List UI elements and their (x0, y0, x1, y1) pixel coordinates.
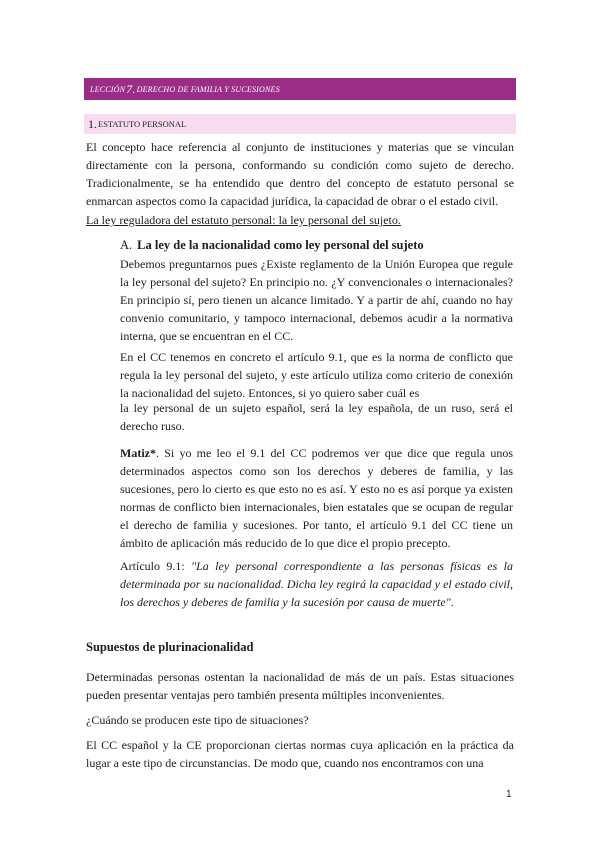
paragraph-3-bold: Matiz* (120, 446, 156, 460)
section-title: ESTATUTO PERSONAL (98, 119, 187, 129)
subsection-title: La ley de la nacionalidad como ley personal del sujeto (137, 238, 424, 252)
article-quote: "La ley personal correspondiente a las personas físicas es la determinada por su nacionalidad. Dicha ley regirá la capacidad y el estado civil, los derechos y deberes de familia y la sucesión por causa de muerte" (120, 559, 514, 609)
underlined-heading: La ley reguladora del estatuto personal: la ley personal del sujeto. (86, 213, 401, 227)
paragraph-2a: En el CC tenemos en concreto el artículo 9.1, que es la norma de conflicto que regula la ley personal del sujeto, y este artículo utiliza como criterio de conexión la nacionalidad del sujeto. Entonces, si yo quiero saber cuál es (120, 350, 513, 400)
section2-paragraph-3: El CC español y la CE proporcionan ciertas normas cuya aplicación en la práctica da lugar a este tipo de circunstancias. De modo que, cuando nos encontramos con una (86, 738, 514, 770)
paragraph-2b: la ley personal de un sujeto español, será la ley española, de un ruso, será el derecho ruso. (120, 401, 513, 433)
section-number: 1. (88, 116, 97, 131)
section2-paragraph-2: ¿Cuándo se producen este tipo de situaciones? (86, 713, 309, 727)
section-header-bar (84, 114, 516, 134)
paragraph-3-text: . Si yo me leo el 9.1 del CC podremos ver que dice que regula unos determinados aspectos como son los derechos y deberes de familia, y las sucesiones, pero lo cierto es que esto no es así. Y esto no es así porque ya existen normas de conflicto bien internacionales, bien estatales que se ocupan de regular el derecho de familia y sucesiones. Por tanto, el artículo 9.1 del CC tiene un ámbito de aplicación más reducido de lo que dice el propio precepto. (120, 446, 513, 550)
paragraph-4 (120, 557, 513, 611)
intro-paragraph: El concepto hace referencia al conjunto de instituciones y materias que se vinculan directamente con la persona, conformando su condición como sujeto de derecho. Tradicionalmente, se ha entendido que dentro del concepto de estatuto personal se enmarcan aspectos como la capacidad jurídica, la capacidad de obrar o el estado civil. (86, 140, 514, 208)
lesson-prefix: LECCIÓN (90, 84, 126, 94)
page-number: 1 (506, 789, 512, 800)
article-suffix: . (450, 595, 454, 609)
lesson-header-bar (84, 78, 516, 100)
lesson-title: DERECHO DE FAMILIA Y SUCESIONES (136, 84, 280, 94)
paragraph-1: Debemos preguntarnos pues ¿Existe reglamento de la Unión Europea que regule la ley personal del sujeto? En principio no. ¿Y convencionales o internacionales? En principio sí, pero tienen un alcance limitado. Y a partir de ahí, cuando no hay convenio comunitario, y tampoco internacional, debemos acudir a la normativa interna, que se encuentran en el CC. (120, 257, 513, 343)
article-prefix: Artículo 9.1: (120, 559, 192, 573)
subsection-label: A. (120, 238, 133, 252)
lesson-number: 7. (126, 81, 136, 96)
paragraph-3 (120, 444, 513, 552)
subsection-heading (120, 238, 424, 253)
section2-paragraph-1: Determinadas personas ostentan la nacionalidad de más de un país. Estas situaciones pueden presentar ventajas pero también presenta múltiples inconvenientes. (86, 670, 514, 702)
section2-title: Supuestos de plurinacionalidad (86, 640, 254, 654)
